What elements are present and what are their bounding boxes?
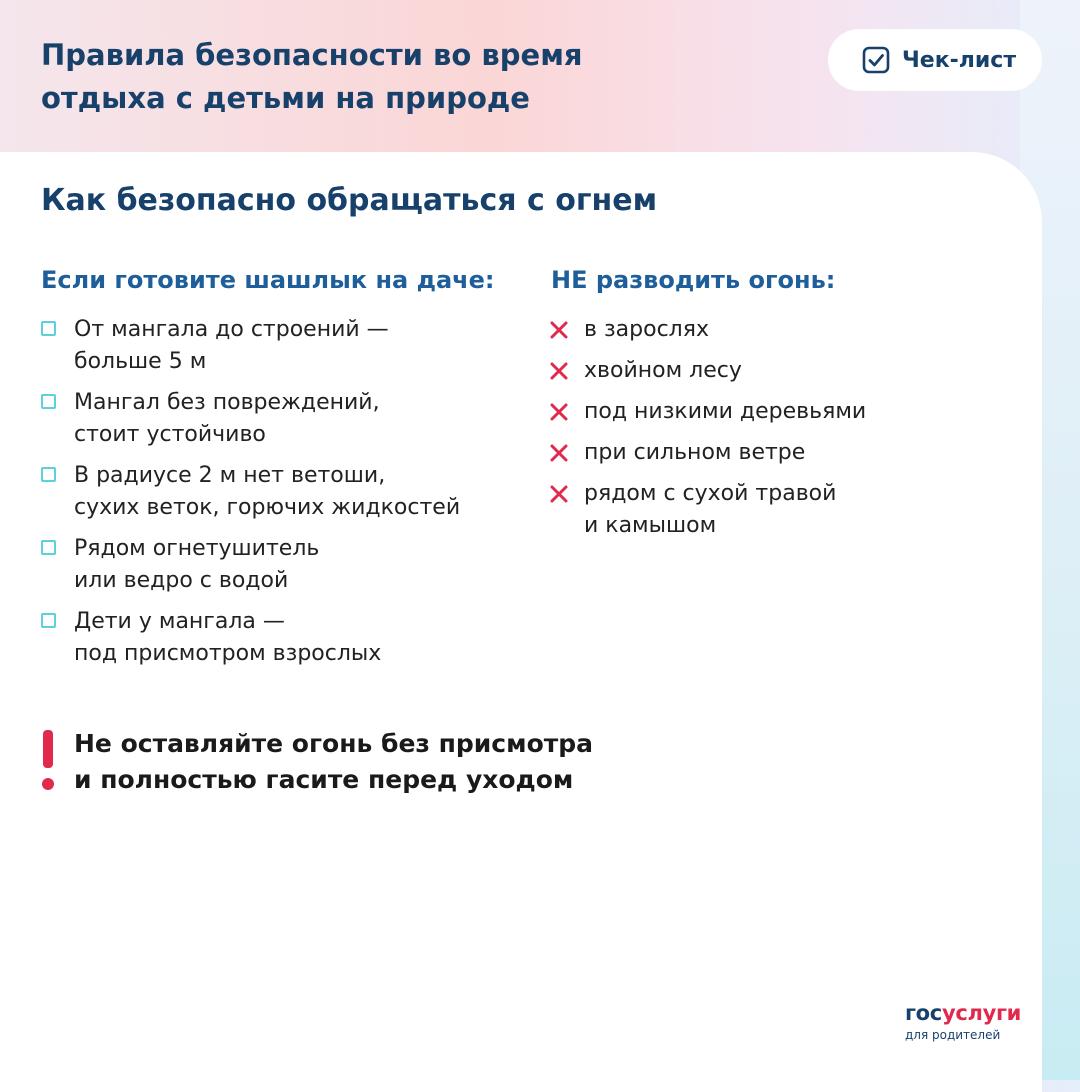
checklist-item — [41, 606, 521, 670]
logo-subtitle: для родителей — [905, 1028, 1001, 1042]
prohibited-item-line1: хвойном лесу — [584, 358, 742, 383]
prohibited-item — [549, 396, 1009, 428]
checklist-item-line2: больше 5 м — [74, 349, 207, 374]
checklist-badge — [828, 29, 1042, 91]
checklist-item — [41, 387, 521, 451]
prohibited-item — [549, 314, 1009, 346]
badge-label: Чек-лист — [902, 47, 1017, 73]
checklist-item-line2: под присмотром взрослых — [74, 641, 382, 666]
section-title: Как безопасно обращаться с огнем — [41, 183, 658, 218]
page-title-line2: отдыха с детьми на природе — [41, 81, 530, 115]
warning-line1: Не оставляйте огонь без присмотра — [74, 729, 593, 758]
page-title — [41, 34, 761, 120]
left-column-heading: Если готовите шашлык на даче: — [41, 266, 495, 294]
logo-part-uslugi: услуги — [941, 1001, 1022, 1025]
cross-icon — [549, 361, 569, 381]
prohibited-item-line2: и камышом — [584, 513, 717, 538]
gosuslugi-logo — [905, 1000, 1035, 1042]
checklist-item-line1: Мангал без повреждений, — [74, 390, 380, 415]
checkbox-icon[interactable] — [41, 321, 56, 336]
prohibited-item-line1: рядом с сухой травой — [584, 481, 837, 506]
cross-icon — [549, 443, 569, 463]
prohibited-item-line1: под низкими деревьями — [584, 399, 867, 424]
cross-icon — [549, 320, 569, 340]
checkbox-icon[interactable] — [41, 394, 56, 409]
cross-icon — [549, 402, 569, 422]
warning-note — [41, 726, 661, 798]
checkbox-icon[interactable] — [41, 613, 56, 628]
right-column-heading: НЕ разводить огонь: — [551, 266, 836, 294]
checklist — [41, 314, 521, 679]
checklist-item-line1: Дети у мангала — — [74, 609, 285, 634]
prohibited-item — [549, 355, 1009, 387]
checklist-item-line1: Рядом огнетушитель — [74, 536, 320, 561]
cross-icon — [549, 484, 569, 504]
page-title-line1: Правила безопасности во время — [41, 38, 583, 72]
checkbox-checked-icon — [862, 46, 890, 74]
checklist-item-line1: В радиусе 2 м нет ветоши, — [74, 463, 386, 488]
prohibited-item — [549, 437, 1009, 469]
logo-part-gos: гос — [905, 1001, 942, 1025]
checklist-item — [41, 314, 521, 378]
checklist-item-line2: стоит устойчиво — [74, 422, 266, 447]
checklist-item — [41, 460, 521, 524]
prohibited-item-line1: в зарослях — [584, 317, 709, 342]
checkbox-icon[interactable] — [41, 467, 56, 482]
checklist-item — [41, 533, 521, 597]
exclamation-icon — [41, 730, 55, 794]
checkbox-icon[interactable] — [41, 540, 56, 555]
checklist-item-line2: сухих веток, горючих жидкостей — [74, 495, 461, 520]
checklist-item-line1: От мангала до строений — — [74, 317, 389, 342]
prohibited-item — [549, 478, 1009, 542]
prohibited-item-line1: при сильном ветре — [584, 440, 806, 465]
prohibited-list — [549, 314, 1009, 551]
checklist-item-line2: или ведро с водой — [74, 568, 289, 593]
warning-line2: и полностью гасите перед уходом — [74, 765, 574, 794]
